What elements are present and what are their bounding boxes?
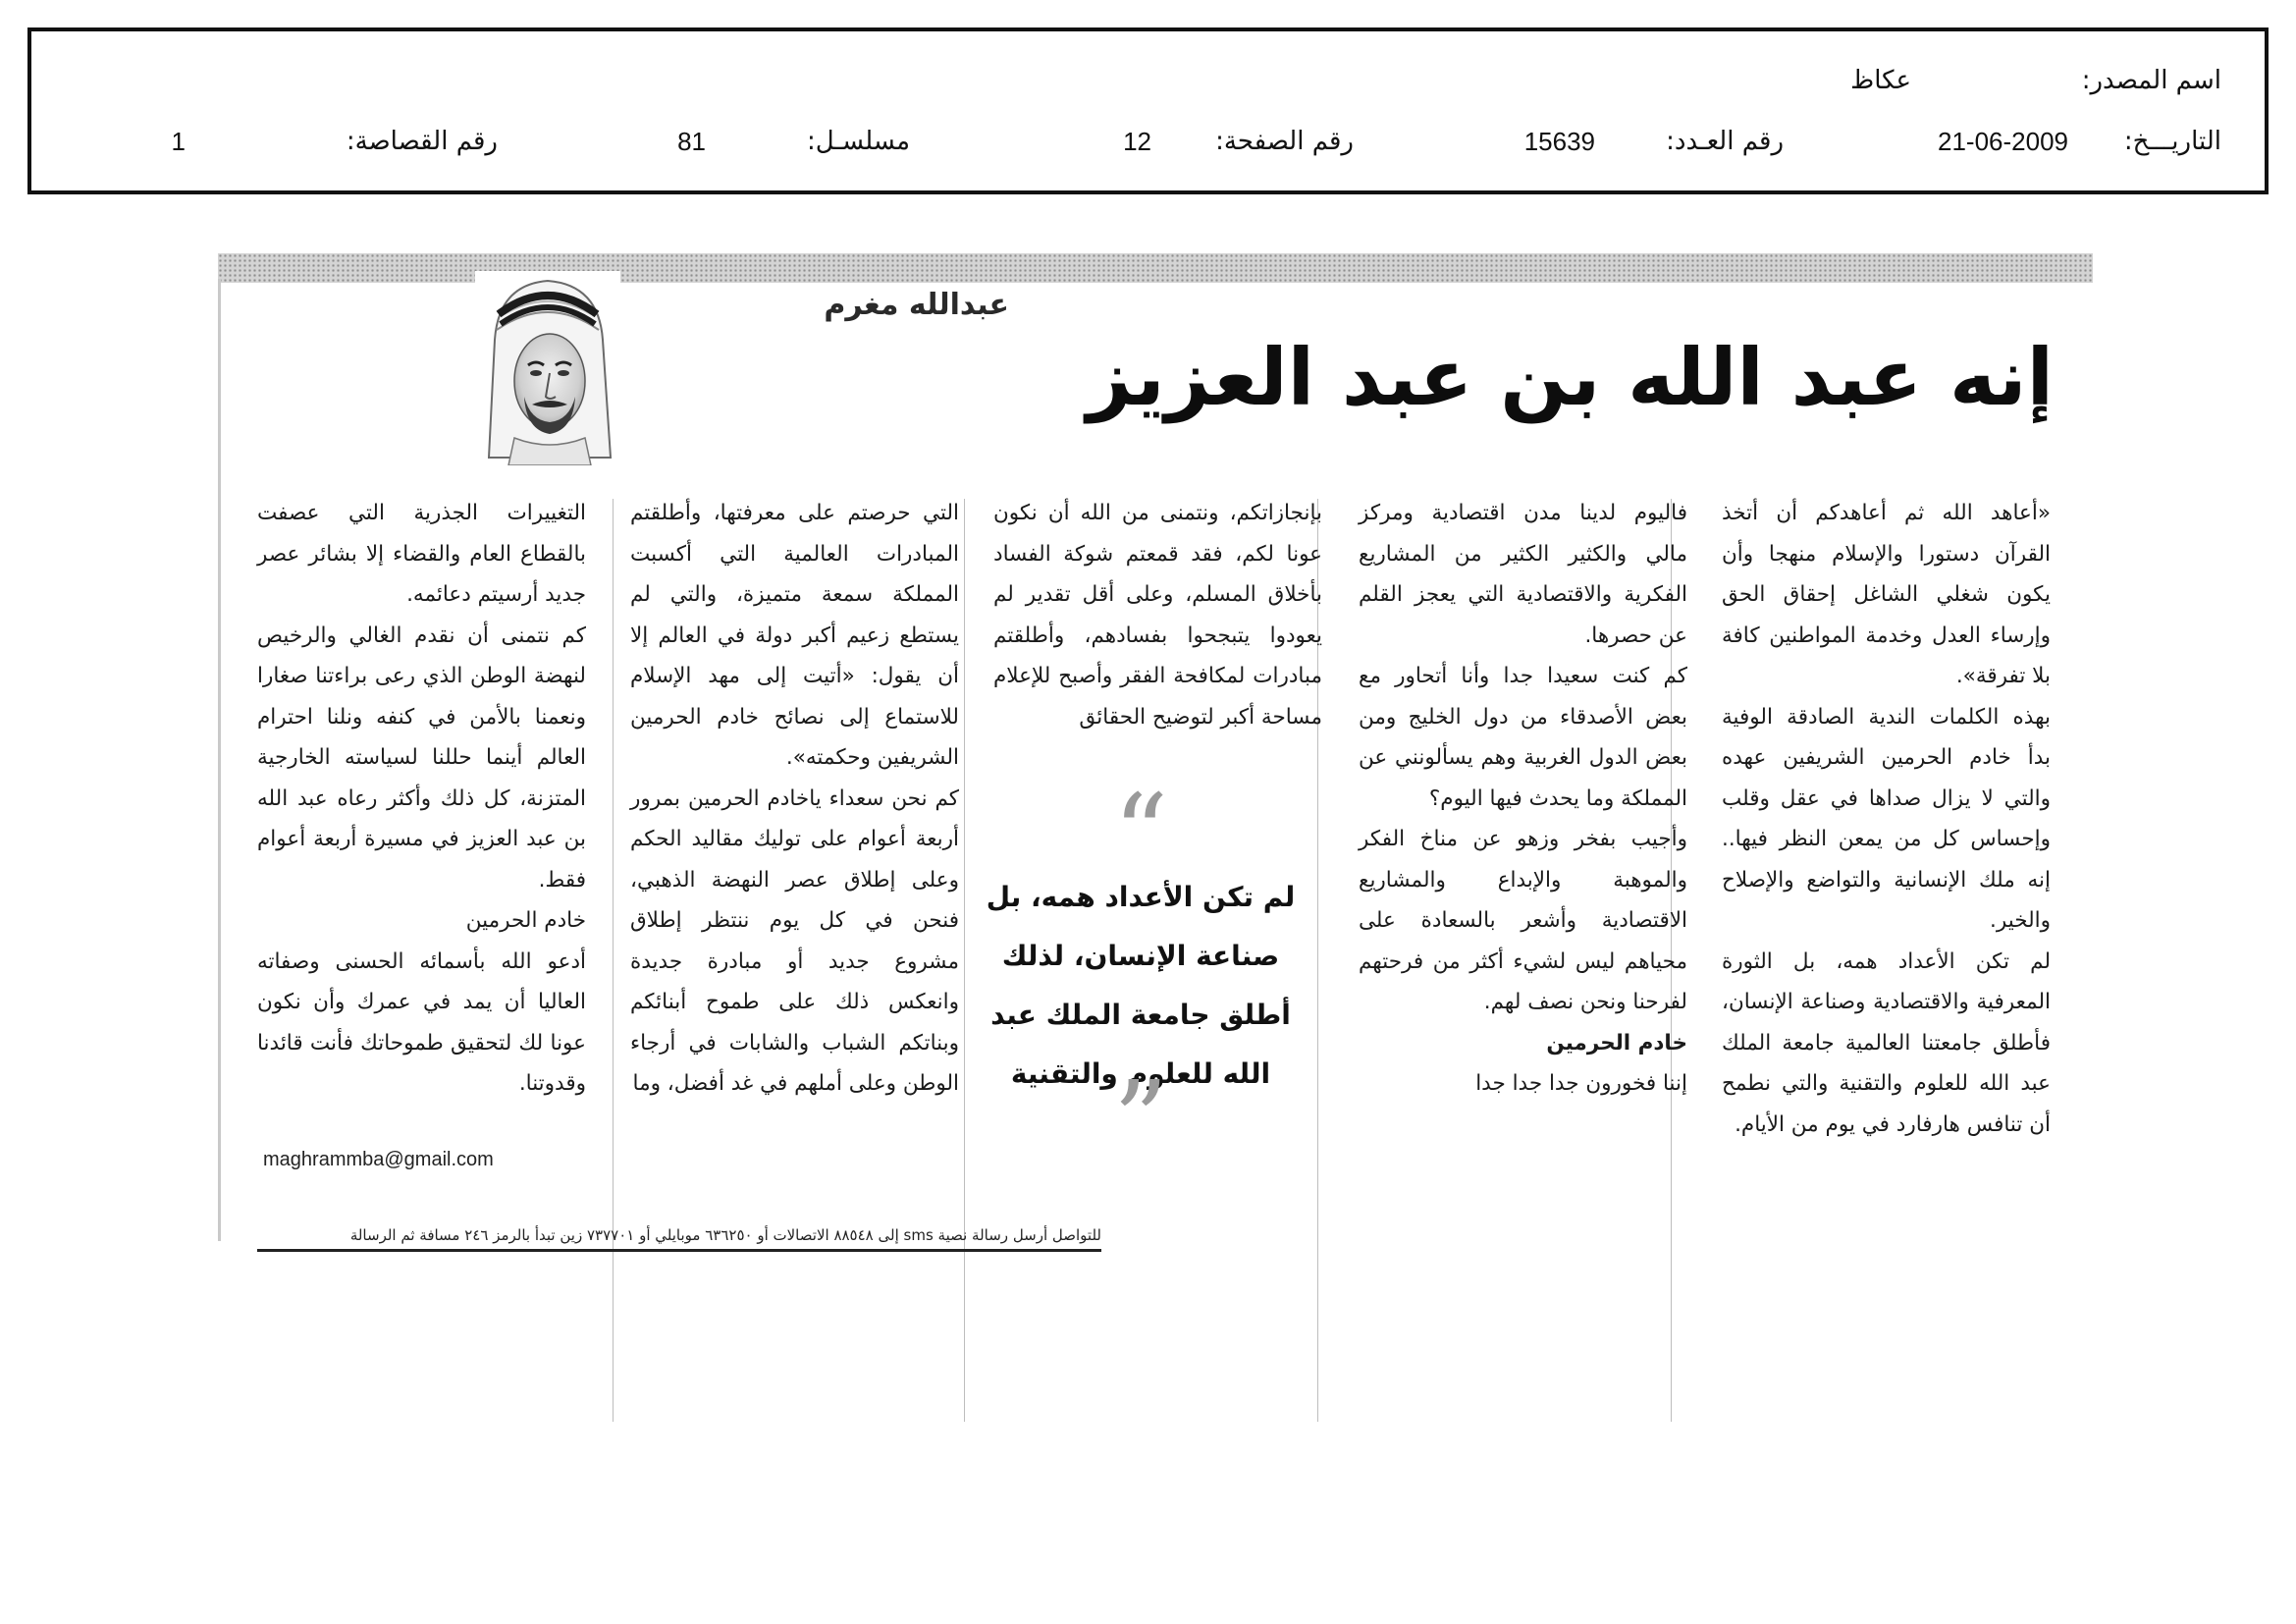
metadata-row-details	[31, 120, 2265, 163]
clipping-left-rule	[218, 279, 221, 1241]
column-divider	[613, 499, 614, 1422]
article-column-5	[257, 493, 586, 1105]
paragraph: كم نحن سعداء ياخادم الحرمين بمرور أربعة أعوام على توليك مقاليد الحكم وعلى إطلاق عصر النهضة الذهبي، فنحن في كل يوم ننتظر إطلاق مشروع جديد أو مبادرة جديدة وانعكس ذلك على طموح أبنائكم وبناتكم الشباب والشابات في أرجاء الوطن وعلى أملهم في غد أفضل، وما	[630, 785, 959, 1096]
paragraph: بهذه الكلمات الندية الصادقة الوفية بدأ خادم الحرمين الشريفين عهده والتي لا يزال صداها في عقل وقلب وإحساس كل من يمعن النظر فيها.. إنه ملك الإنسانية والتواضع والإصلاح والخير.	[1722, 704, 2051, 933]
serial-value: 81	[677, 127, 706, 156]
issue-value: 15639	[1523, 127, 1595, 156]
date-label: التاريـــخ:	[2123, 127, 2221, 156]
paragraph: وأجيب بفخر وزهو عن مناخ الفكر والموهبة والإبداع والمشاريع الاقتصادية وأشعر بالسعادة على محياهم ليس لشيء أكثر من فرحتهم لفرحنا ونحن نصف لهم.	[1359, 827, 1687, 1014]
subheading: خادم الحرمين	[465, 908, 586, 933]
newspaper-clipping	[218, 253, 2093, 1274]
clip-number-label: رقم القصاصة:	[346, 127, 498, 156]
serial-label: مسلسـل:	[807, 127, 910, 156]
article-column-4	[630, 493, 959, 1105]
article-column-3	[993, 493, 1322, 737]
pull-quote-text: لم تكن الأعداد همه، بل صناعة الإنسان، لذلك أطلق جامعة الملك عبد الله للعلوم والتقنية	[986, 881, 1296, 1090]
author-email: maghrammba@gmail.com	[263, 1149, 494, 1170]
sms-contact-note: للتواصل أرسل رسالة نصية sms إلى ٨٨٥٤٨ الاتصالات أو ٦٣٦٢٥٠ موبايلي أو ٧٣٧٧٠١ زين تبدأ بالرمز ٢٤٦ مسافة ثم الرسالة	[257, 1221, 1101, 1252]
pull-quote	[969, 771, 1312, 1221]
metadata-row-source	[31, 59, 2265, 102]
column-divider	[964, 499, 965, 1422]
paragraph: كم كنت سعيدا جدا وأنا أتحاور مع بعض الأصدقاء من دول الخليج ومن بعض الدول الغربية وهم يسألونني عن المملكة وما يحدث فيها اليوم؟	[1359, 664, 1687, 811]
paragraph: فاليوم لدينا مدن اقتصادية ومركز مالي والكثير الكثير من المشاريع الفكرية والاقتصادية التي يعجز القلم عن حصرها.	[1359, 501, 1687, 648]
article-column-1	[1722, 493, 2051, 1145]
author-name: عبدالله مغرم	[824, 288, 1009, 322]
date-value: 21-06-2009	[1938, 127, 2068, 156]
author-portrait	[475, 271, 620, 465]
document-metadata-box	[27, 27, 2269, 194]
source-label: اسم المصدر:	[2081, 66, 2221, 95]
subheading: خادم الحرمين	[1546, 1030, 1687, 1056]
clip-number-value: 1	[171, 127, 186, 156]
paragraph: «أعاهد الله ثم أعاهدكم أن أتخذ القرآن دستورا والإسلام منهجا وأن يكون شغلي الشاغل إحقاق الحق وإرساء العدل وخدمة المواطنين كافة بلا تفرقة».	[1722, 501, 2051, 688]
page-value: 12	[1123, 127, 1151, 156]
paragraph: أدعو الله بأسمائه الحسنى وصفاته العاليا أن يمد في عمرك وأن نكون عونا لك لتحقيق طموحاتك فأنت قائدنا وقدوتنا.	[257, 948, 586, 1096]
source-value: عكاظ	[1850, 66, 1911, 95]
page-label: رقم الصفحة:	[1215, 127, 1354, 156]
paragraph: بإنجازاتكم، ونتمنى من الله أن نكون عونا لكم، فقد قمعتم شوكة الفساد بأخلاق المسلم، وعلى أقل تقدير لم يعودوا يتبجحوا بفسادهم، وأطلقتم مبادرات لمكافحة الفقر وأصبح للإعلام مساحة أكبر لتوضيح الحقائق	[993, 501, 1322, 730]
article-headline: إنه عبد الله بن عبد العزيز	[1086, 332, 2054, 423]
paragraph: لم تكن الأعداد همه، بل الثورة المعرفية والاقتصادية وصناعة الإنسان، فأطلق جامعتنا العالمية جامعة الملك عبد الله للعلوم والتقنية والتي نطمح أن تنافس هارفارد في يوم من الأيام.	[1722, 948, 2051, 1137]
article-column-2	[1359, 493, 1687, 1105]
paragraph: كم نتمنى أن نقدم الغالي والرخيص لنهضة الوطن الذي رعى براءتنا صغارا ونعمنا بالأمن في كنفه ونلنا احترام العالم أينما حللنا لسياسته الخارجية المتزنة، كل ذلك وأكثر رعاه عبد الله بن عبد العزيز في مسيرة أربعة أعوام فقط.	[257, 623, 586, 893]
paragraph: التي حرصتم على معرفتها، وأطلقتم المبادرات العالمية التي أكسبت المملكة سمعة متميزة، والتي لم يستطع زعيم أكبر دولة في العالم إلا أن يقول: «أتيت إلى مهد الإسلام للاستماع إلى نصائح خادم الحرمين الشريفين وحكمته».	[630, 501, 959, 770]
quote-open-mark: “	[1112, 771, 1169, 896]
paragraph: التغييرات الجذرية التي عصفت بالقطاع العام والقضاء إلا بشائر عصر جديد أرسيتم دعائمه.	[257, 501, 586, 607]
quote-close-mark: ”	[1112, 1057, 1169, 1183]
issue-label: رقم العـدد:	[1666, 127, 1784, 156]
paragraph: إننا فخورون جدا جدا جدا	[1475, 1071, 1687, 1096]
